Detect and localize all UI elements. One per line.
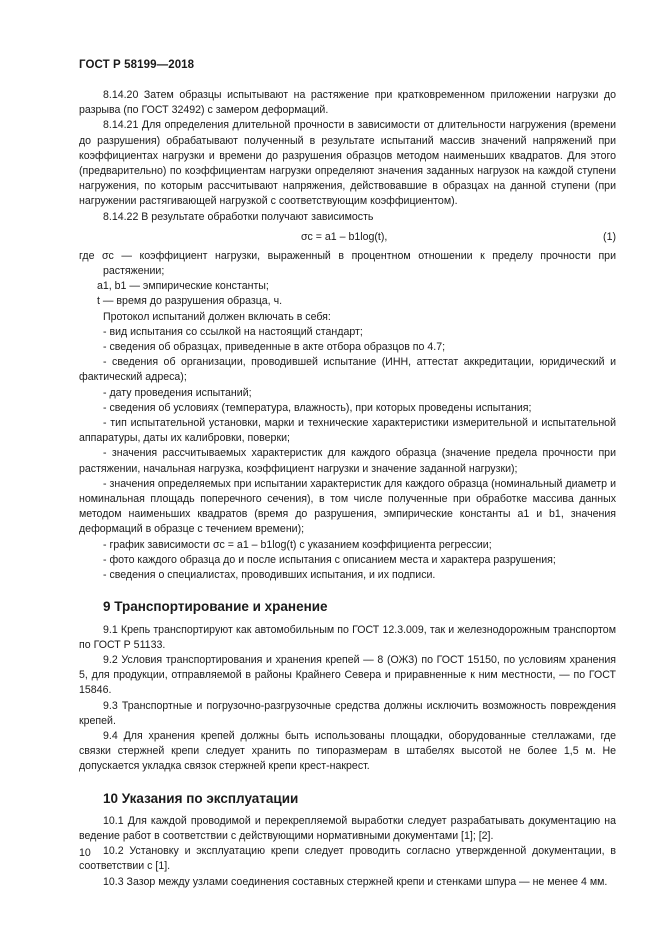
protocol-item: - фото каждого образца до и после испытания с описанием места и характера разрушения; [103, 553, 556, 566]
paragraph-10-3: 10.3 Зазор между узлами соединения составных стержней крепи и стенками шпура — не менее 4 мм. [103, 875, 608, 888]
protocol-item: - значения определяемых при испытании характеристик для каждого образца (номинальный диаметр и номинальная площадь поперечного сечения), в том числе полученные при обработке массива данных методом наименьших квадратов (время до разрушения, эмпирические константы a1 и b1, значения деформаций в образце с течением времени); [79, 477, 616, 536]
document-header: ГОСТ Р 58199—2018 [79, 59, 195, 71]
protocol-intro: Протокол испытаний должен включать в себя: [103, 310, 331, 323]
formula-1 [79, 227, 616, 249]
protocol-list [79, 325, 616, 583]
where-sigma: где σc — коэффициент нагрузки, выраженный в процентном отношении к пределу прочности при растяжении; [79, 249, 616, 278]
protocol-item: - сведения об образцах, приведенные в акте отбора образцов по 4.7; [103, 341, 446, 354]
formula-text: σc = a1 – b1log(t), [301, 230, 388, 243]
paragraph-8-14-22: 8.14.22 В результате обработки получают зависимость [103, 210, 374, 223]
paragraph-10-2: 10.2 Установку и эксплуатацию крепи следует проводить согласно утвержденной документации, в соответствии с [1]. [79, 845, 616, 873]
paragraph-9-4: 9.4 Для хранения крепей должны быть использованы площадки, оборудованные стеллажами, где связки стержней крепи следует хранить по типоразмерам в штабелях высотой не более 1,5 м. Не допускается укладка связок стержней крепи крест-накрест. [79, 729, 616, 773]
protocol-item: - график зависимости σc = a1 – b1log(t) с указанием коэффициента регрессии; [103, 538, 492, 551]
paragraph-8-14-20: 8.14.20 Затем образцы испытывают на растяжение при кратковременном приложении нагрузки до разрыва (по ГОСТ 32492) с замером деформаций. [79, 89, 616, 117]
protocol-item: - сведения о специалистах, проводивших испытания, и их подписи. [103, 569, 436, 582]
section-9-title: 9 Транспортирование и хранение [103, 599, 328, 615]
document-body [79, 88, 616, 890]
where-time: t — время до разрушения образца, ч. [97, 295, 283, 308]
protocol-item: - вид испытания со ссылкой на настоящий стандарт; [103, 325, 363, 338]
protocol-item: - тип испытательной установки, марки и технические характеристики измерительной и испытательной аппаратуры, даты их калибровки, поверки; [79, 417, 616, 445]
paragraph-8-14-21: 8.14.21 Для определения длительной прочности в зависимости от длительности нагружения (времени до разрушения) обрабатывают полученный в результате испытаний массив значений напряжений при коэффициентах нагрузки и времени до разрушения образцов методом наименьших квадратов. Для этого (предварительно) по коэффициентам нагрузки определяют значения заданных нагрузок на каждой ступени нагружения, по которым рассчитывают напряжения, действовавшие в образцах на данной ступени (при нагружении растягивающей нагрузкой с соответствующим коэффициентом). [79, 119, 616, 208]
protocol-item: - сведения об организации, проводившей испытание (ИНН, аттестат аккредитации, юридический и фактический адреса); [79, 356, 616, 384]
paragraph-9-3: 9.3 Транспортные и погрузочно-разгрузочные средства должны исключить возможность повреждения крепей. [79, 699, 616, 727]
section-10-title: 10 Указания по эксплуатации [103, 790, 299, 806]
protocol-item: - значения рассчитываемых характеристик для каждого образца (значение предела прочности при растяжении, начальная нагрузка, коэффициент нагрузки и значение заданной нагрузки); [79, 447, 616, 475]
where-constants: a1, b1 — эмпирические константы; [97, 280, 269, 293]
paragraph-9-1: 9.1 Крепь транспортируют как автомобильным по ГОСТ 12.3.009, так и железнодорожным транспортом по ГОСТ Р 51133. [79, 623, 616, 651]
page-number: 10 [79, 847, 91, 859]
paragraph-10-1: 10.1 Для каждой проводимой и перекрепляемой выработки следует разрабатывать документацию на ведение работ в соответствии с действующими нормативными документами [1]; [2]. [79, 814, 616, 842]
protocol-item: - дату проведения испытаний; [103, 386, 252, 399]
formula-number: (1) [603, 230, 616, 243]
protocol-item: - сведения об условиях (температура, влажность), при которых проведены испытания; [103, 401, 532, 414]
paragraph-9-2: 9.2 Условия транспортирования и хранения крепей — 8 (ОЖ3) по ГОСТ 15150, по условиям хранения 5, для продукции, отправляемой в районы Крайнего Севера и приравненные к ним местности, — по ГОСТ 15846. [79, 653, 616, 697]
